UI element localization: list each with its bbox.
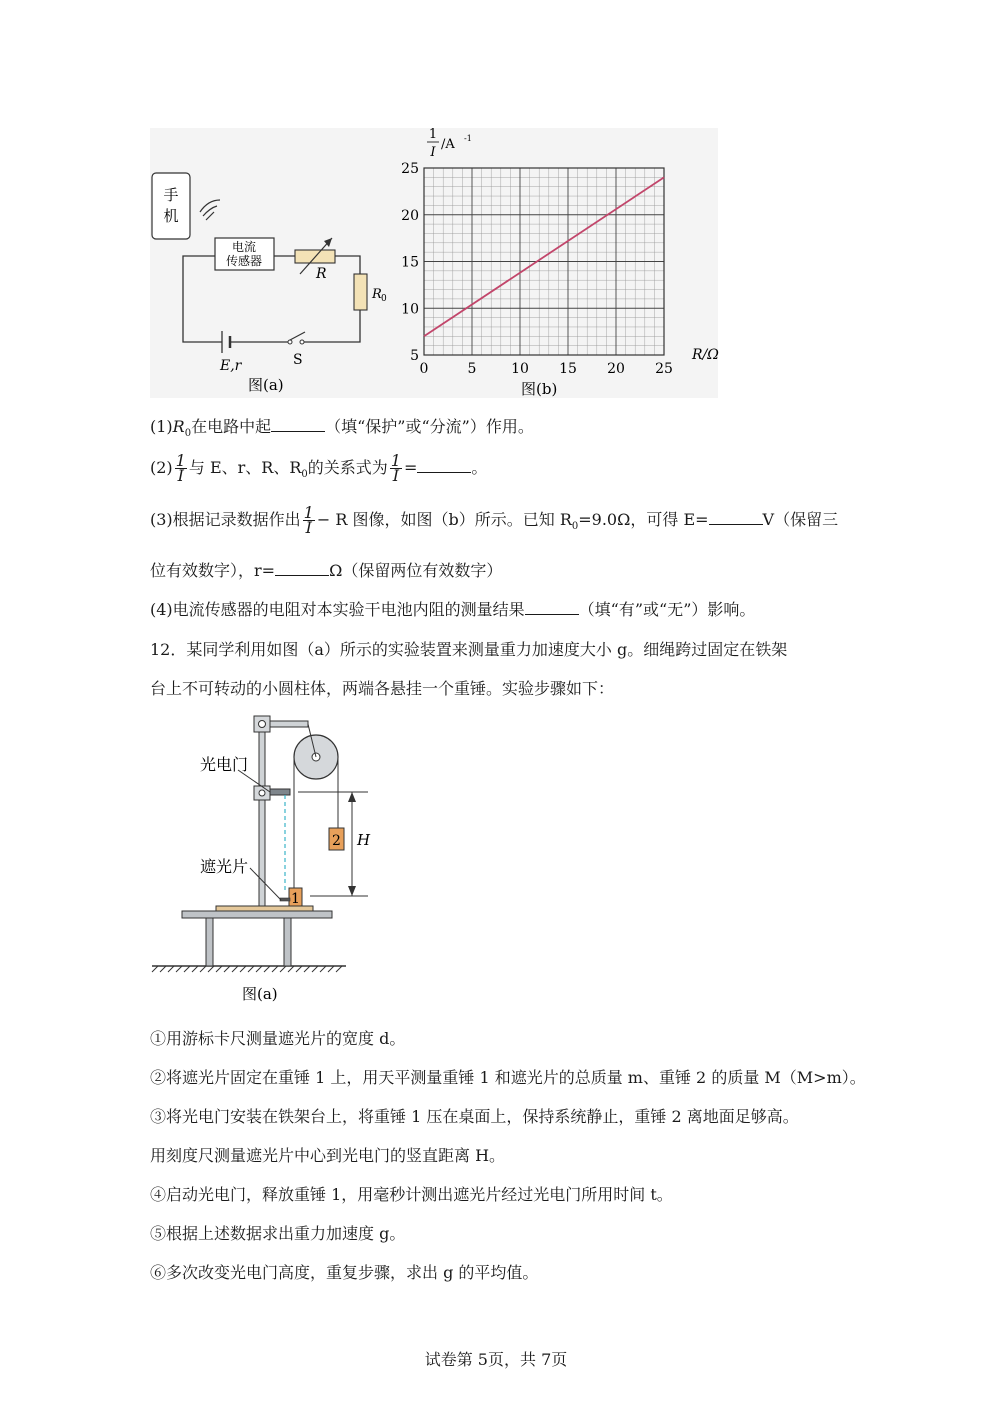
chart-x-tick-label: 5 <box>467 361 477 377</box>
chart-y-tick-labels <box>401 161 419 364</box>
ground-hatching <box>152 966 342 972</box>
sensor-label-2: 传感器 <box>225 254 263 268</box>
figure-a-caption: 图(a) <box>248 376 284 394</box>
chart-y-tick-label: 10 <box>401 301 419 318</box>
chart-ylabel-num: 1 <box>428 128 438 142</box>
switch-terminal-left <box>288 340 292 344</box>
top-arm <box>270 721 308 727</box>
shade-label: 遮光片 <box>200 857 249 876</box>
r0-subscript: 0 <box>381 294 387 304</box>
q12-step4: ④启动光电门，释放重锤 1，用毫秒计测出遮光片经过光电门所用时间 t。 <box>150 1185 673 1204</box>
answer-blank-5[interactable] <box>525 600 579 615</box>
q11-part4: (4)电流传感器的电阻对本实验干电池内阻的测量结果 （填“有”或“无”）影响。 <box>150 600 756 619</box>
rheostat-label: R <box>316 266 327 282</box>
h-arrow-up-icon <box>348 792 356 802</box>
fraction-1-over-I-b: $\frac{1}{I}$ <box>390 451 401 485</box>
q12-step6: ⑥多次改变光电门高度，重复步骤，求出 g 的平均值。 <box>150 1263 539 1282</box>
switch-label: S <box>293 352 303 368</box>
q11-part2: (2) $\frac{1}{I}$ 与 E、r、R、$R_0$的关系式为 $\frac{1}{I}$ = 。 <box>150 451 488 485</box>
sensor-label-1: 电流 <box>231 240 257 254</box>
h-arrow-down-icon <box>348 886 356 896</box>
chart-b <box>396 128 730 400</box>
top-clamp-screw-icon <box>259 721 266 728</box>
phone-label-2: 机 <box>163 207 179 225</box>
q12-intro-line1: 12．某同学利用如图（a）所示的实验装置来测量重力加速度大小 g。细绳跨过固定在铁架 <box>150 640 788 659</box>
chart-x-tick-label: 25 <box>655 361 673 377</box>
chart-y-tick-label: 25 <box>401 161 419 177</box>
q12-step2: ②将遮光片固定在重锤 1 上，用天平测量重锤 1 和遮光片的总质量 m、重锤 2 的质量 M（M>m）。 <box>150 1068 866 1087</box>
wireless-signal-icon <box>200 200 220 220</box>
q11-part3: (3)根据记录数据作出 $\frac{1}{I}$ − R 图像，如图（b）所示。已知 $R_0=9.0\Omega$，可得 E= V（保留三 <box>150 503 839 537</box>
chart-x-tick-label: 0 <box>419 361 429 377</box>
chart-series-line <box>424 177 664 336</box>
chart-series <box>424 177 664 336</box>
chart-ylabel-sup: -1 <box>464 134 472 143</box>
switch-blade <box>290 332 305 340</box>
h-label: H <box>357 831 371 849</box>
r0-label: R <box>372 287 382 302</box>
q11-part1: $(1)R_0$在电路中起 （填“保护”或“分流”）作用。 <box>150 417 534 440</box>
stand-rod <box>259 726 265 906</box>
fraction-1-over-I-c: $\frac{1}{I}$ <box>303 503 314 537</box>
gate-clamp-screw-icon <box>259 790 265 796</box>
phone-icon <box>152 173 190 239</box>
chart-caption: 图(b) <box>521 380 558 398</box>
page-footer: 试卷第 5页，共 7页 <box>424 1350 568 1369</box>
resistor-r0 <box>354 274 367 310</box>
table-leg-right <box>284 918 291 966</box>
chart-x-tick-label: 15 <box>559 361 577 377</box>
chart-xlabel: R/Ω <box>692 347 719 363</box>
chart-y-tick-label: 5 <box>410 348 419 364</box>
chart-x-tick-label: 10 <box>511 361 529 377</box>
gate-label: 光电门 <box>200 755 249 774</box>
chart-y-tick-label: 20 <box>401 207 419 224</box>
table-top <box>182 911 332 918</box>
answer-blank-3[interactable] <box>709 510 763 525</box>
switch-terminal-right <box>300 340 304 344</box>
q12-step5: ⑤根据上述数据求出重力加速度 g。 <box>150 1224 406 1243</box>
answer-blank-1[interactable] <box>271 417 325 432</box>
battery-label: E,r <box>220 358 242 374</box>
chart-y-tick-label: 15 <box>401 254 419 271</box>
chart-x-tick-label: 20 <box>607 361 625 377</box>
table-leg-left <box>206 918 213 966</box>
answer-blank-2[interactable] <box>417 458 471 473</box>
q11-part3-line2: 位有效数字），r= Ω（保留两位有效数字） <box>150 561 503 580</box>
chart-ylabel-den: I <box>430 145 436 160</box>
fraction-1-over-I: $\frac{1}{I}$ <box>175 451 186 485</box>
weight-1-label: 1 <box>291 891 300 907</box>
chart-x-tick-labels <box>420 361 673 377</box>
q12-intro-line2: 台上不可转动的小圆柱体，两端各悬挂一个重锤。实验步骤如下： <box>150 679 615 698</box>
apparatus-caption: 图(a) <box>242 985 278 1003</box>
q12-step3-line2: 用刻度尺测量遮光片中心到光电门的竖直距离 H。 <box>150 1146 506 1165</box>
apparatus-diagram <box>148 712 398 1007</box>
chart-ylabel-unit: /A <box>441 137 455 152</box>
circuit-diagram <box>150 128 400 398</box>
photogate <box>270 789 290 795</box>
light-shade <box>280 898 290 901</box>
answer-blank-4[interactable] <box>275 561 329 576</box>
q12-step1: ①用游标卡尺测量遮光片的宽度 d。 <box>150 1029 406 1048</box>
q12-step3-line1: ③将光电门安装在铁架台上，将重锤 1 压在桌面上，保持系统静止，重锤 2 离地面足够高。 <box>150 1107 799 1126</box>
weight-2-label: 2 <box>332 833 341 849</box>
phone-label-1: 手 <box>163 186 179 204</box>
